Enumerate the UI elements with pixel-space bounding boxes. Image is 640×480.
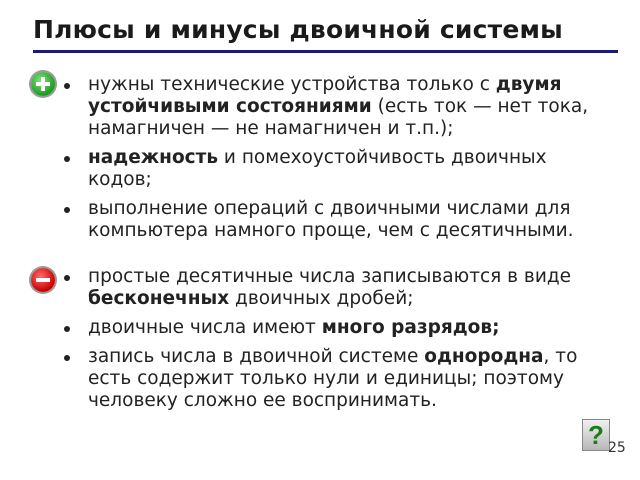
cons-item: простые десятичные числа записываются в виде бесконечных двоичных дробей; <box>62 266 582 310</box>
page-number: 25 <box>608 440 626 456</box>
slide-title: Плюсы и минусы двоичной системы <box>33 15 563 44</box>
pros-list <box>62 74 607 249</box>
help-button[interactable]: ? <box>582 419 610 451</box>
minus-circle-icon <box>31 268 55 292</box>
pros-item: надежность и помехоустойчивость двоичных кодов; <box>62 147 607 191</box>
pros-item: нужны технические устройства только с двумя устойчивыми состояниями (есть ток — нет тока, намагничен — не намагничен и т.п.); <box>62 74 607 140</box>
cons-item: запись числа в двоичной системе однородна, то есть содержит только нули и единицы; поэтому человеку сложно ее воспринимать. <box>62 346 582 412</box>
plus-circle-icon <box>31 72 55 96</box>
title-underline <box>33 50 618 53</box>
pros-item: выполнение операций с двоичными числами для компьютера намного проще, чем с десятичными. <box>62 198 607 242</box>
cons-item: двоичные числа имеют много разрядов; <box>62 317 582 339</box>
cons-list <box>62 266 582 419</box>
